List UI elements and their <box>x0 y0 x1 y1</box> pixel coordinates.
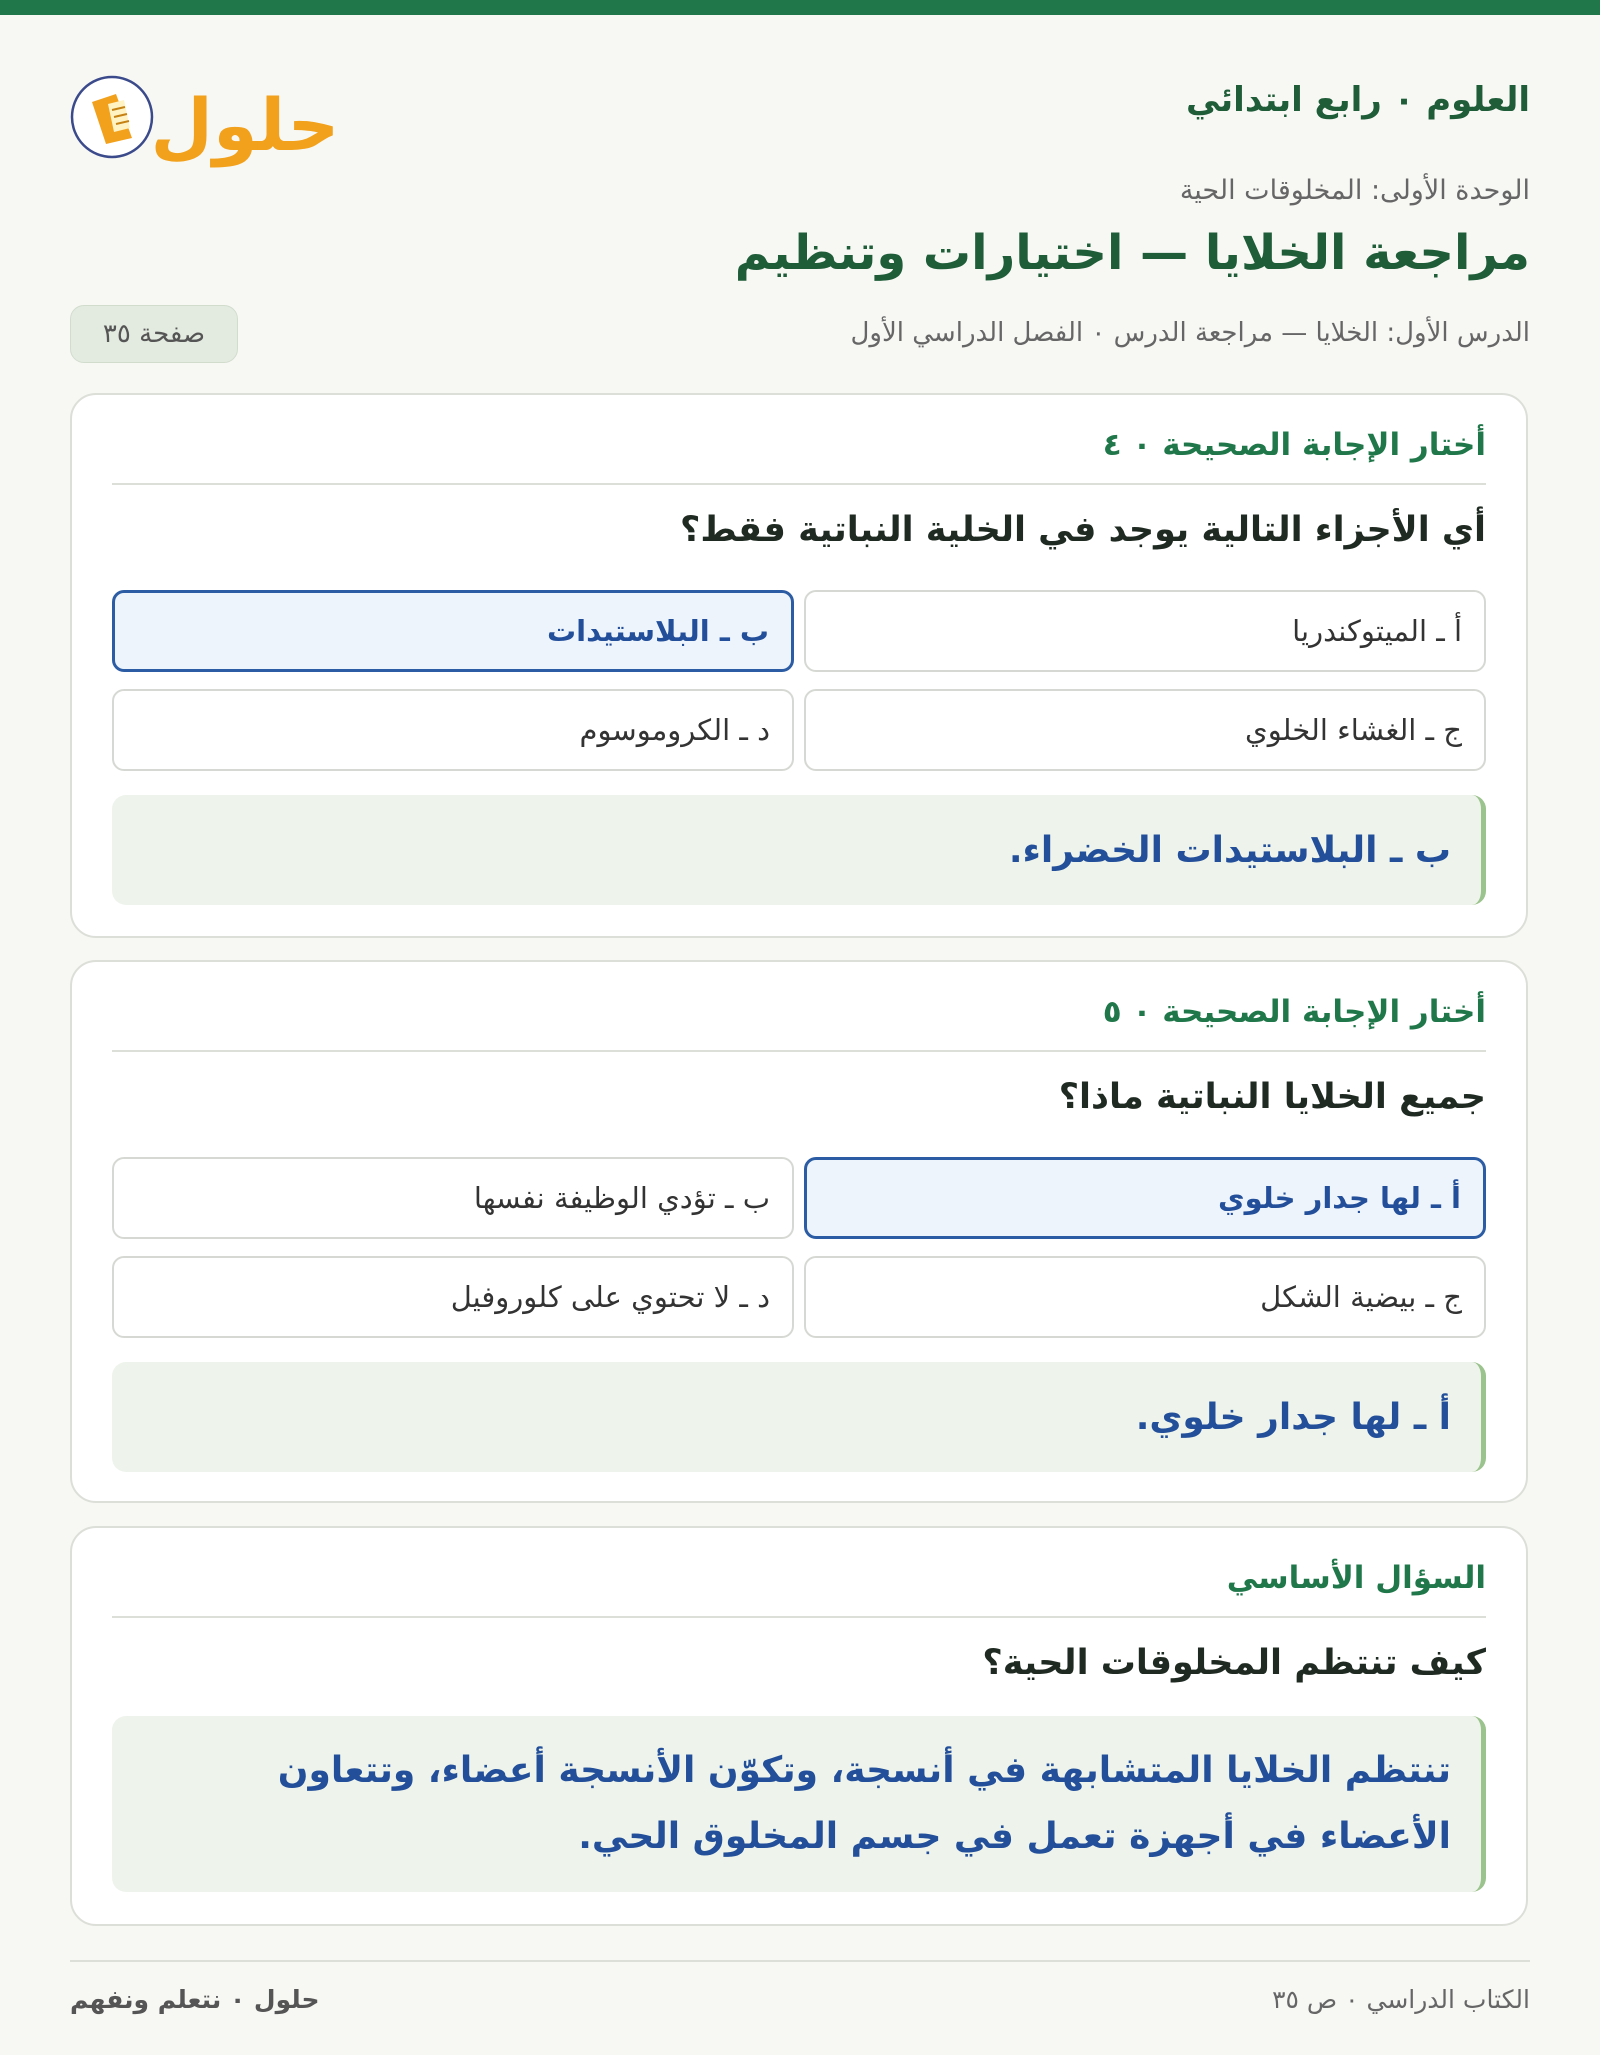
footer-book-reference: الكتاب الدراسي ٠ ص ٣٥ <box>1272 1985 1530 2014</box>
option-a-selected[interactable]: أ ـ لها جدار خلوي <box>804 1157 1486 1239</box>
card-heading: أختار الإجابة الصحيحة ٠ ٥ <box>1102 994 1486 1030</box>
question-card-4 <box>70 393 1528 938</box>
option-d[interactable]: د ـ الكروموسوم <box>112 689 794 771</box>
option-c[interactable]: ج ـ الغشاء الخلوي <box>804 689 1486 771</box>
divider <box>112 1050 1486 1052</box>
site-logo[interactable] <box>70 62 340 172</box>
answer-box: تنتظم الخلايا المتشابهة في أنسجة، وتكوّن الأنسجة أعضاء، وتتعاون الأعضاء في أجهزة تعمل في جسم المخلوق الحي. <box>112 1716 1486 1892</box>
footer-divider <box>70 1960 1530 1962</box>
answer-box: ب ـ البلاستيدات الخضراء. <box>112 795 1486 905</box>
option-d[interactable]: د ـ لا تحتوي على كلوروفيل <box>112 1256 794 1338</box>
option-b[interactable]: ب ـ تؤدي الوظيفة نفسها <box>112 1157 794 1239</box>
page-title: مراجعة الخلايا — اختيارات وتنظيم <box>734 225 1530 281</box>
top-accent-bar <box>0 0 1600 15</box>
question-text: كيف تنتظم المخلوقات الحية؟ <box>982 1643 1486 1683</box>
question-card-5 <box>70 960 1528 1503</box>
essential-question-card <box>70 1526 1528 1926</box>
option-b-selected[interactable]: ب ـ البلاستيدات <box>112 590 794 672</box>
subject-title: العلوم ٠ رابع ابتدائي <box>1186 80 1530 120</box>
page-number-badge: صفحة ٣٥ <box>70 305 238 363</box>
option-a[interactable]: أ ـ الميتوكندريا <box>804 590 1486 672</box>
page-header <box>70 40 1530 380</box>
question-text: جميع الخلايا النباتية ماذا؟ <box>1058 1077 1486 1117</box>
question-text: أي الأجزاء التالية يوجد في الخلية النباتية فقط؟ <box>680 510 1486 550</box>
divider <box>112 483 1486 485</box>
option-c[interactable]: ج ـ بيضية الشكل <box>804 1256 1486 1338</box>
card-heading: السؤال الأساسي <box>1226 1560 1486 1596</box>
logo-text: حلول <box>150 83 340 167</box>
card-heading: أختار الإجابة الصحيحة ٠ ٤ <box>1102 427 1486 463</box>
divider <box>112 1616 1486 1618</box>
lesson-label: الدرس الأول: الخلايا — مراجعة الدرس ٠ الفصل الدراسي الأول <box>850 318 1530 348</box>
logo-icon <box>70 62 340 172</box>
answer-box: أ ـ لها جدار خلوي. <box>112 1362 1486 1472</box>
footer-brand: حلول ٠ نتعلم ونفهم <box>70 1985 320 2014</box>
unit-label: الوحدة الأولى: المخلوقات الحية <box>1179 175 1530 206</box>
